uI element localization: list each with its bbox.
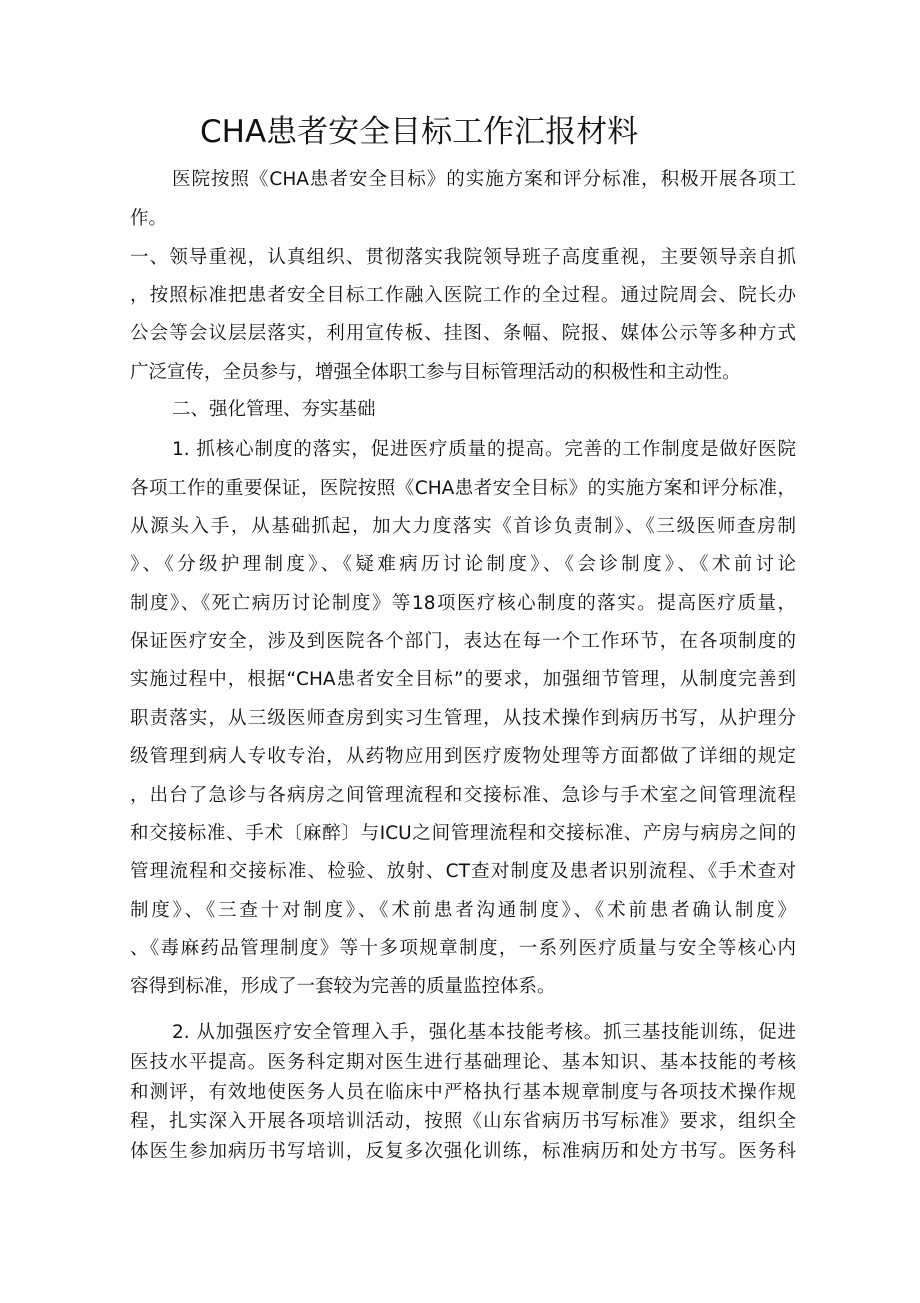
text-line: 一、领导重视，认真组织、贯彻落实我院领导班子高度重视，主要领导亲自抓 <box>130 247 796 268</box>
text-line: 和测评，有效地使医务人员在临床中严格执行基本规章制度与各项技术操作规 <box>130 1082 796 1103</box>
text-line: 制度》、《三查十对制度》、《术前患者沟通制度》、《术前患者确认制度》 <box>130 900 796 921</box>
text-line: 医技水平提高。医务科定期对医生进行基础理论、基本知识、基本技能的考核 <box>130 1052 796 1073</box>
text-line: 容得到标准，形成了一套较为完善的质量监控体系。 <box>130 976 556 997</box>
text-line: 、《毒麻药品管理制度》等十多项规章制度，一系列医疗质量与安全等核心内 <box>130 938 796 959</box>
text-line: 管理流程和交接标准、检验、放射、CT查对制度及患者识别流程、《手术查对 <box>130 861 796 882</box>
text-line: 程，扎实深入开展各项培训活动，按照《山东省病历书写标准》要求，组织全 <box>130 1111 796 1132</box>
text-line: ，出台了急诊与各病房之间管理流程和交接标准、急诊与手术室之间管理流程 <box>130 785 796 806</box>
text-line: 2. 从加强医疗安全管理入手，强化基本技能考核。抓三基技能训练，促进 <box>172 1022 796 1043</box>
text-line: 医院按照《CHA患者安全目标》的实施方案和评分标准，积极开展各项工 <box>172 169 796 190</box>
text-line: 各项工作的重要保证，医院按照《CHA患者安全目标》的实施方案和评分标准， <box>130 478 796 499</box>
text-line: 实施过程中，根据“CHA患者安全目标”的要求，加强细节管理，从制度完善到 <box>130 669 796 690</box>
text-line: 广泛宣传，全员参与，增强全体职工参与目标管理活动的积极性和主动性。 <box>130 362 741 383</box>
text-line: 1. 抓核心制度的落实，促进医疗质量的提高。完善的工作制度是做好医院 <box>172 439 796 460</box>
text-line: 制度》、《死亡病历讨论制度》等18项医疗核心制度的落实。提高医疗质量， <box>130 593 796 614</box>
document-title: CHA患者安全目标工作汇报材料 <box>200 114 639 150</box>
text-line: 作。 <box>130 208 168 229</box>
text-line: 二、强化管理、夯实基础 <box>172 399 376 420</box>
text-line: 职责落实，从三级医师查房到实习生管理，从技术操作到病历书写，从护理分 <box>130 708 796 729</box>
text-line: ，按照标准把患者安全目标工作融入医院工作的全过程。通过院周会、院长办 <box>130 285 796 306</box>
text-line: 体医生参加病历书写培训，反复多次强化训练，标准病历和处方书写。医务科 <box>130 1141 796 1162</box>
text-line: 保证医疗安全，涉及到医院各个部门，表达在每一个工作环节，在各项制度的 <box>130 631 796 652</box>
text-line: 公会等会议层层落实，利用宣传板、挂图、条幅、院报、媒体公示等多种方式 <box>130 323 796 344</box>
text-line: 从源头入手，从基础抓起，加大力度落实《首诊负责制》、《三级医师查房制 <box>130 516 796 537</box>
text-line: 级管理到病人专收专治，从药物应用到医疗废物处理等方面都做了详细的规定 <box>130 746 796 767</box>
text-line: 》、《分级护理制度》、《疑难病历讨论制度》、《会诊制度》、《术前讨论 <box>130 554 796 575</box>
text-line: 和交接标准、手术〔麻醉〕与ICU之间管理流程和交接标准、产房与病房之间的 <box>130 823 796 844</box>
